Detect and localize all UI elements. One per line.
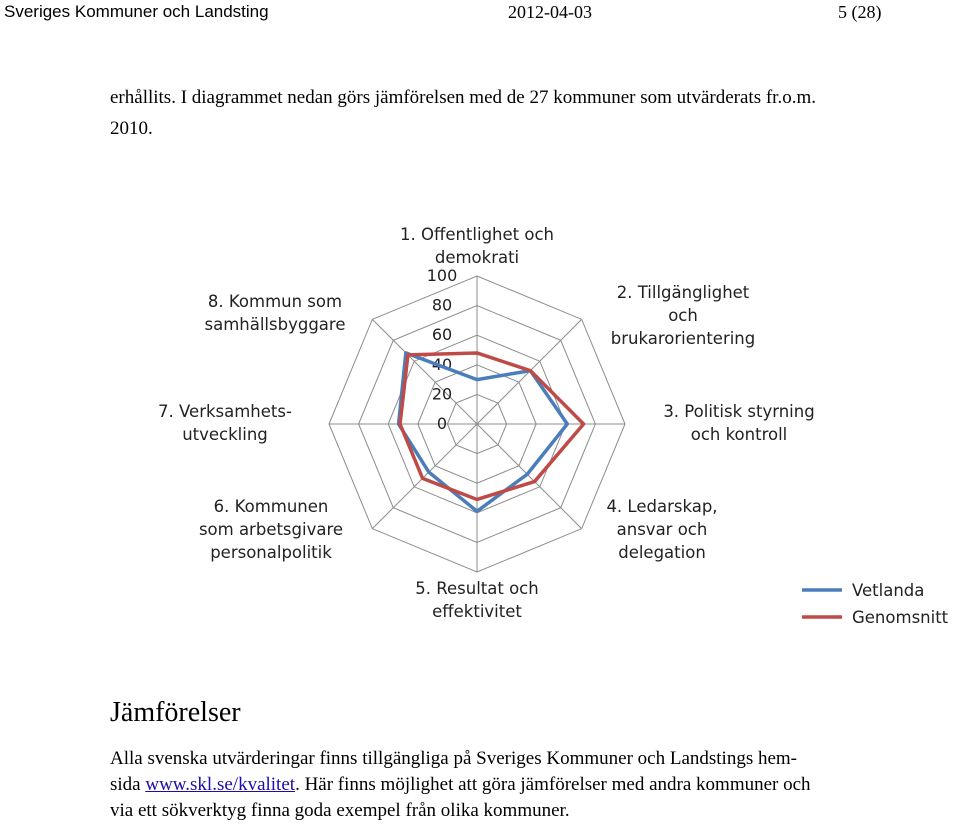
category-label: 4. Ledarskap, xyxy=(606,497,718,516)
category-label: delegation xyxy=(618,543,706,562)
paragraph-line-2-end: . Här finns möjlighet att göra jämförelser med andra kommuner och xyxy=(295,774,811,795)
tick-label: 60 xyxy=(431,325,453,345)
category-label: 3. Politisk styrning xyxy=(663,402,815,421)
category-label: ansvar och xyxy=(616,520,708,539)
category-label: 2. Tillgänglighet xyxy=(616,283,750,302)
category-label: demokrati xyxy=(434,248,520,267)
tick-label: 20 xyxy=(431,384,453,404)
category-label: samhällsbyggare xyxy=(204,315,346,334)
category-label: 1. Offentlighet och xyxy=(399,225,555,244)
paragraph-line-2-start: sida xyxy=(110,774,146,795)
header-organization: Sveriges Kommuner och Landsting xyxy=(4,2,269,21)
category-label: och kontroll xyxy=(690,425,788,444)
paragraph-line-3: via ett sökverktyg finna goda exempel från olika kommuner. xyxy=(110,800,570,821)
header-page-number: 5 (28) xyxy=(838,2,882,22)
tick-label: 0 xyxy=(436,414,448,433)
category-label: 6. Kommunen xyxy=(213,497,329,516)
category-label: utveckling xyxy=(182,425,268,444)
tick-label: 80 xyxy=(431,295,453,315)
legend-label: Vetlanda xyxy=(852,581,925,600)
section-paragraph xyxy=(110,746,930,824)
category-label: 5. Resultat och xyxy=(415,579,539,598)
tick-label: 100 xyxy=(426,266,458,285)
category-label: brukarorientering xyxy=(610,329,756,348)
section-title: Jämförelser xyxy=(110,697,241,728)
paragraph-line-1: Alla svenska utvärderingar finns tillgängliga på Sveriges Kommuner och Landstings hem- xyxy=(110,748,798,769)
intro-line-2: 2010. xyxy=(110,118,153,139)
category-label: 8. Kommun som xyxy=(207,292,343,311)
intro-line-1: erhållits. I diagrammet nedan görs jämförelsen med de 27 kommuner som utvärderats fr.o.m. xyxy=(110,87,816,108)
tick-label: 40 xyxy=(431,354,453,374)
category-label: och xyxy=(668,306,698,325)
category-label: som arbetsgivare xyxy=(198,520,344,539)
category-label: effektivitet xyxy=(432,602,522,621)
legend-label: Genomsnitt xyxy=(852,608,949,627)
category-label: 7. Verksamhets- xyxy=(158,402,292,421)
series-line-vetlanda xyxy=(399,353,568,511)
skl-kvalitet-link[interactable]: www.skl.se/kvalitet xyxy=(145,774,296,795)
header-date: 2012-04-03 xyxy=(508,2,592,22)
category-label: personalpolitik xyxy=(210,543,332,562)
